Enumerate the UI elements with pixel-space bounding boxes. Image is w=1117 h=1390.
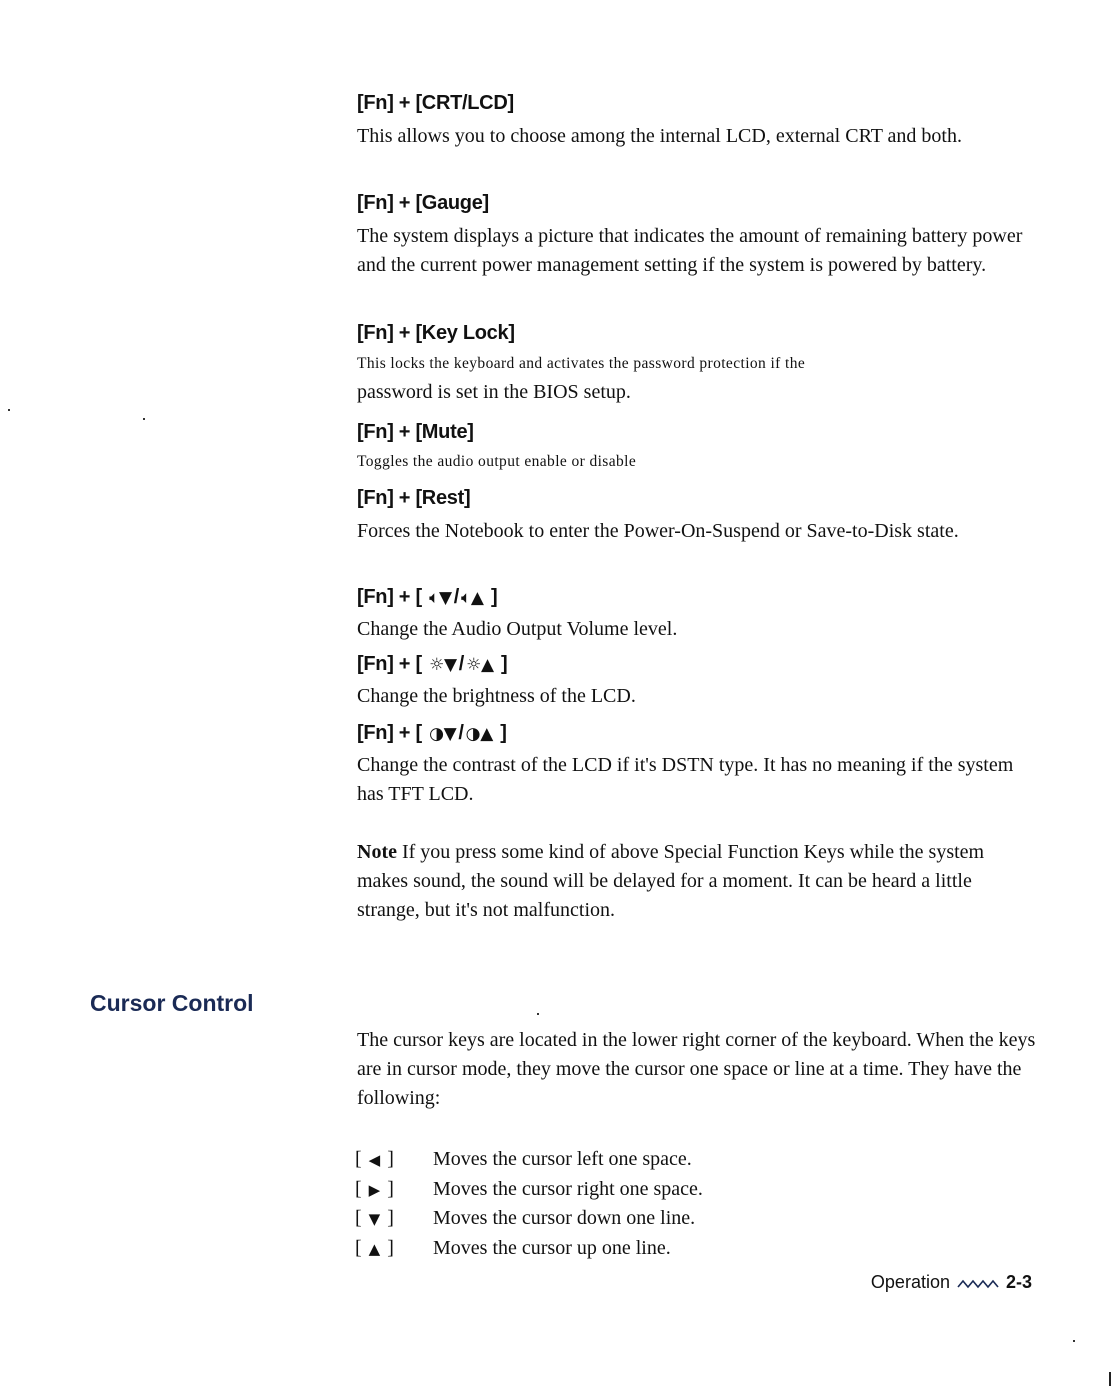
key-suffix: ] [490, 586, 498, 608]
wave-icon [956, 1277, 1000, 1289]
bracket-open: [ [355, 1177, 362, 1200]
down-arrow-icon: ▼ [368, 1210, 381, 1229]
page-number: 2-3 [1005, 1272, 1032, 1292]
right-arrow-icon: ▶ [368, 1180, 381, 1199]
key-desc-gauge: The system displays a picture that indicates the amount of remaining battery power and the current power management setting if the system is powered by battery. [357, 225, 1023, 276]
bracket-close: ] [387, 1236, 394, 1259]
key-heading-key-lock: [Fn] + [Key Lock] [357, 322, 515, 344]
bracket-open: [ [355, 1148, 362, 1171]
cursor-key-desc: Moves the cursor up one line. [433, 1236, 671, 1259]
key-prefix: [Fn] + [ [357, 722, 422, 744]
list-item [355, 1234, 703, 1264]
bracket-close: ] [387, 1177, 394, 1200]
key-separator: / [458, 722, 464, 744]
key-heading-contrast [357, 722, 507, 745]
scan-speck [8, 409, 10, 411]
up-arrow-icon: ▲ [368, 1239, 381, 1258]
contrast-icon: ◑▲ [465, 724, 493, 744]
key-suffix: ] [501, 653, 508, 675]
section-title-cursor-control: Cursor Control [90, 990, 254, 1016]
key-desc-mute: Toggles the audio output enable or disable [357, 453, 637, 470]
scan-speck [143, 418, 145, 420]
cursor-key-list [355, 1145, 703, 1263]
key-desc-crt-lcd: This allows you to choose among the internal LCD, external CRT and both. [357, 125, 962, 147]
key-heading-gauge: [Fn] + [Gauge] [357, 192, 489, 214]
key-suffix: ] [500, 722, 507, 744]
bracket-close: ] [387, 1148, 394, 1171]
key-desc-brightness: Change the brightness of the LCD. [357, 685, 636, 707]
note-paragraph [357, 838, 1037, 925]
key-heading-volume [357, 586, 497, 609]
key-desc-key-lock-line1: This locks the keyboard and activates the password protection if the [357, 355, 806, 372]
key-heading-crt-lcd: [Fn] + [CRT/LCD] [357, 92, 514, 114]
key-desc-key-lock-line2: password is set in the BIOS setup. [357, 381, 631, 403]
brightness-icon: ☼▼ [429, 655, 457, 675]
bracket-open: [ [355, 1207, 362, 1230]
key-heading-rest: [Fn] + [Rest] [357, 487, 471, 509]
key-prefix: [Fn] + [ [357, 653, 422, 675]
bracket-close: ] [387, 1207, 394, 1230]
key-separator: / [453, 586, 460, 608]
key-prefix: [Fn] + [ [357, 586, 422, 608]
left-arrow-icon: ◀ [368, 1151, 381, 1170]
key-desc-rest: Forces the Notebook to enter the Power-On-Suspend or Save-to-Disk state. [357, 520, 959, 542]
list-item [355, 1204, 703, 1234]
brightness-icon: ☼▲ [466, 655, 494, 675]
cursor-key-desc: Moves the cursor right one space. [433, 1177, 703, 1200]
contrast-icon: ◑▼ [429, 724, 457, 744]
bracket-open: [ [355, 1236, 362, 1259]
key-heading-mute: [Fn] + [Mute] [357, 421, 474, 443]
key-desc-contrast: Change the contrast of the LCD if it's DSTN type. It has no meaning if the system has TFT LCD. [357, 754, 1014, 805]
page-footer [871, 1272, 1032, 1293]
scan-speck [537, 1013, 539, 1015]
list-item [355, 1175, 703, 1205]
footer-section: Operation [870, 1272, 950, 1292]
key-heading-brightness [357, 653, 507, 676]
cursor-key-desc: Moves the cursor left one space. [433, 1148, 692, 1171]
key-separator: / [458, 653, 465, 675]
speaker-icon: 🔈︎▲ [461, 588, 484, 608]
note-text: If you press some kind of above Special Function Keys while the system makes sound, the sound will be delayed for a moment. It can be heard a little strange, but it's not malfunction. [357, 841, 985, 921]
list-item [355, 1145, 703, 1175]
cursor-intro: The cursor keys are located in the lower right corner of the keyboard. When the keys are in cursor mode, they move the cursor one space or line at a time. They have the following: [357, 1029, 1036, 1109]
scan-speck [1073, 1340, 1075, 1342]
key-desc-volume: Change the Audio Output Volume level. [357, 618, 678, 640]
cursor-key-desc: Moves the cursor down one line. [433, 1207, 696, 1230]
speaker-icon: 🔈︎▼ [429, 588, 452, 608]
note-label: Note [357, 841, 397, 863]
scan-edge-mark [1109, 1372, 1111, 1386]
